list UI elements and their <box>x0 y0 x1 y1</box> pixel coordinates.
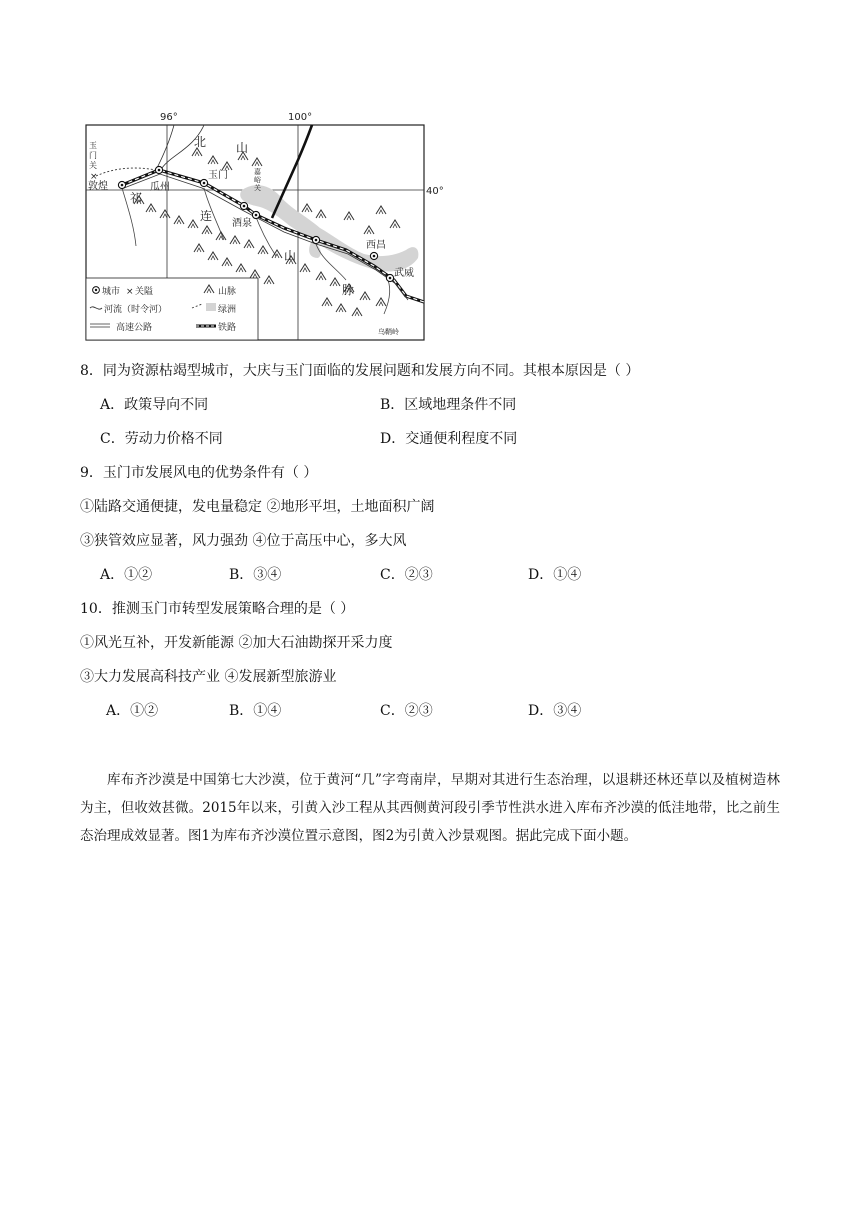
passage-text: 库布齐沙漠是中国第七大沙漠，位于黄河“几”字弯南岸，早期对其进行生态治理，以退耕还林还草以及植树造林为主，但收效甚微。2015年以来，引黄入沙工程从其西侧黄河段引季节性洪水进入库布齐沙漠的低洼地带，比之前生态治理成效显著。图1为库布齐沙漠位置示意图，图2为引黄入沙景观图。据此完成下面小题。 <box>80 772 780 844</box>
q8-option-a[interactable]: A．政策导向不同 <box>100 397 209 413</box>
q10-items-line2: ③大力发展高科技产业 ④发展新型旅游业 <box>80 669 337 685</box>
q8-option-b[interactable]: B．区域地理条件不同 <box>380 397 517 413</box>
city-jiuquan <box>232 211 260 229</box>
svg-text:河流（时令河）: 河流（时令河） <box>104 305 168 315</box>
svg-text:武威: 武威 <box>394 268 414 279</box>
q9-stem: 9．玉门市发展风电的优势条件有（ ） <box>80 465 318 481</box>
yumenguan-l2: 门 <box>89 151 97 160</box>
hexi-corridor-map <box>84 108 444 344</box>
svg-text:嘉: 嘉 <box>254 168 261 176</box>
reading-passage <box>80 766 780 850</box>
svg-text:玉门: 玉门 <box>208 170 228 181</box>
oasis-area <box>240 185 418 271</box>
svg-text:关隘: 关隘 <box>135 287 154 297</box>
mtn-char-shan1: 山 <box>236 141 249 155</box>
mtn-char-mai: 脉 <box>342 283 355 297</box>
yumenguan-l3: 关 <box>89 161 97 170</box>
q9-option-d[interactable]: D．①④ <box>528 567 582 583</box>
svg-text:关: 关 <box>254 184 261 192</box>
q10-items-line1: ①风光互补，开发新能源 ②加大石油勘探开采力度 <box>80 635 393 651</box>
yumenguan-l1: 玉 <box>89 141 97 150</box>
city-yumen <box>200 168 228 187</box>
q8-option-d[interactable]: D．交通便利程度不同 <box>380 431 518 447</box>
q8-stem: 8．同为资源枯竭型城市，大庆与玉门面临的发展问题和发展方向不同。其根本原因是（ ） <box>80 363 640 379</box>
q10-option-a[interactable]: A．①② <box>106 703 159 719</box>
q10-option-d[interactable]: D．③④ <box>528 703 582 719</box>
mtn-char-lian: 连 <box>200 209 213 223</box>
wushaoling-label: 乌鞘岭 <box>378 328 399 336</box>
mtn-char-bei: 北 <box>194 135 207 149</box>
svg-text:敦煌: 敦煌 <box>88 181 108 192</box>
q10-stem: 10．推测玉门市转型发展策略合理的是（ ） <box>80 601 355 617</box>
svg-text:绿洲: 绿洲 <box>218 305 237 315</box>
svg-text:铁路: 铁路 <box>218 323 237 333</box>
city-zhangye <box>312 236 319 243</box>
svg-text:瓜州: 瓜州 <box>150 182 170 193</box>
q9-items-line2: ③狭管效应显著，风力强劲 ④位于高压中心，多大风 <box>80 533 407 549</box>
highway-north <box>157 125 174 168</box>
lon-label-100: 100° <box>288 112 313 123</box>
lon-label-96: 96° <box>160 112 178 123</box>
svg-text:酒泉: 酒泉 <box>232 218 252 229</box>
lat-label-40: 40° <box>426 186 444 197</box>
q9-option-b[interactable]: B．③④ <box>229 567 282 583</box>
svg-text:城市: 城市 <box>102 287 121 297</box>
svg-text:山脉: 山脉 <box>218 287 237 297</box>
q10-option-c[interactable]: C．②③ <box>380 703 433 719</box>
svg-text:高速公路: 高速公路 <box>116 323 153 333</box>
svg-text:西昌: 西昌 <box>366 240 386 251</box>
map-legend <box>86 278 258 340</box>
railway-branch <box>272 125 312 218</box>
mtn-char-qi: 祁 <box>130 191 143 205</box>
svg-text:峪: 峪 <box>254 176 261 184</box>
pass-marker: × <box>90 172 98 182</box>
mtn-char-shan2: 山 <box>284 249 297 263</box>
q8-option-c[interactable]: C．劳动力价格不同 <box>100 431 223 447</box>
q10-option-b[interactable]: B．①④ <box>229 703 282 719</box>
svg-text:×: × <box>126 287 134 297</box>
q9-option-a[interactable]: A．①② <box>100 567 153 583</box>
q9-items-line1: ①陆路交通便捷，发电量稳定 ②地形平坦，土地面积广阔 <box>80 499 435 515</box>
q9-option-c[interactable]: C．②③ <box>380 567 433 583</box>
